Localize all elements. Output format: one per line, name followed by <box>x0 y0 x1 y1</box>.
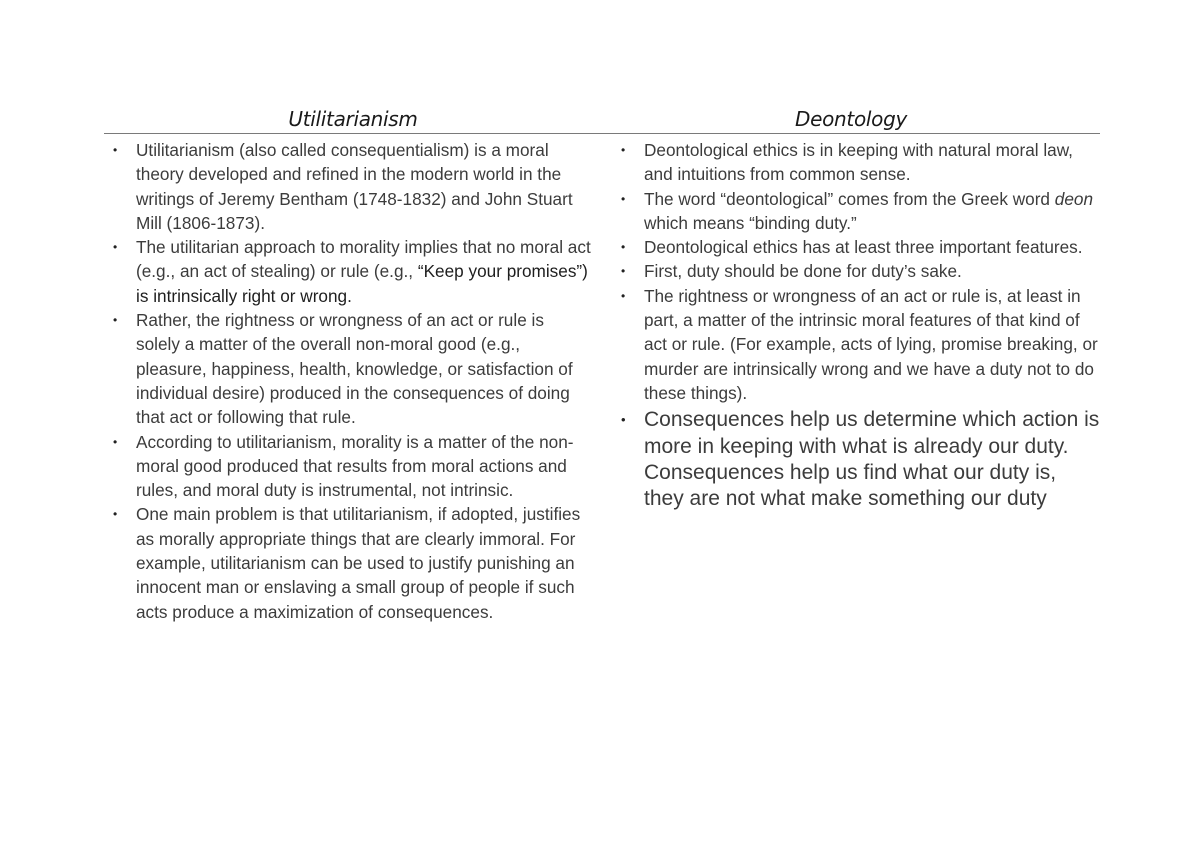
list-item <box>612 284 1100 405</box>
utilitarianism-column <box>104 138 602 624</box>
list-item <box>612 259 1100 283</box>
bullet-icon: • <box>621 412 626 428</box>
utilitarianism-heading: Utilitarianism <box>288 107 418 131</box>
list-item-text: Deontological ethics has at least three important features. <box>644 237 1083 258</box>
list-item <box>612 407 1100 513</box>
bullet-icon: • <box>113 240 118 255</box>
bullet-icon: • <box>113 434 118 449</box>
list-item-text: One main problem is that utilitarianism, if adopted, justifies as morally appropriate things that are clearly immoral. For example, utilitarianism can be used to justify punishing an innocent man or enslaving a small group of people if such acts produce a maximization of consequences. <box>136 504 581 622</box>
bullet-icon: • <box>621 240 626 255</box>
bullet-icon: • <box>621 191 626 206</box>
list-item <box>104 308 592 429</box>
list-item-text: First, duty should be done for duty’s sake. <box>644 261 962 282</box>
bullet-icon: • <box>621 143 626 157</box>
bullet-icon: • <box>113 143 118 157</box>
bullet-icon: • <box>113 313 118 328</box>
list-item-text: According to utilitarianism, morality is a matter of the non-moral good produced that results from moral actions and rules, and moral duty is instrumental, not intrinsic. <box>136 431 574 501</box>
list-item <box>612 138 1100 187</box>
deontology-heading: Deontology <box>794 107 908 131</box>
bullet-icon: • <box>113 507 118 522</box>
list-item <box>104 235 592 308</box>
table-body-row <box>104 134 1100 624</box>
list-item <box>612 235 1100 259</box>
comparison-table <box>104 106 1100 624</box>
list-item-emphasis: deon <box>1054 188 1094 209</box>
list-item-text: Utilitarianism (also called consequentialism) is a moral theory developed and refined in the modern world in the writings of Jeremy Bentham (1748-1832) and John Stuart Mill (1806-1873). <box>136 140 573 233</box>
list-item <box>612 187 1100 236</box>
list-item <box>104 430 592 503</box>
utilitarianism-list <box>104 138 592 624</box>
list-item <box>104 138 592 235</box>
bullet-icon: • <box>621 264 626 279</box>
list-item-text: Deontological ethics is in keeping with natural moral law, and intuitions from common sense. <box>644 140 1073 185</box>
deontology-list <box>612 138 1100 513</box>
list-item-text-continued: which means “binding duty.” <box>644 212 857 233</box>
bullet-icon: • <box>621 288 626 303</box>
list-item-text: The utilitarian approach to morality implies that no moral act (e.g., an act of stealing) or rule (e.g., <box>136 237 591 282</box>
list-item-text: The rightness or wrongness of an act or rule is, at least in part, a matter of the intrinsic moral features of that kind of act or rule. (For example, acts of lying, promise breaking, or murder are intrinsically wrong and we have a duty not to do these things). <box>644 285 1098 403</box>
list-item <box>104 502 592 623</box>
list-item-text: Rather, the rightness or wrongness of an act or rule is solely a matter of the overall non-moral good (e.g., pleasure, happiness, health, knowledge, or satisfaction of individual desire) produced in the consequences of doing that act or following that rule. <box>136 310 573 428</box>
deontology-column <box>602 138 1100 624</box>
list-item-text: The word “deontological” comes from the Greek word <box>644 188 1055 209</box>
table-header-row <box>104 106 1100 133</box>
list-item-text-continued: “Keep your promises”) is intrinsically right or wrong. <box>136 261 588 306</box>
list-item-text: Consequences help us determine which action is more in keeping with what is already our duty. Consequences help us find what our duty is, they are not what make something our duty <box>644 408 1100 511</box>
